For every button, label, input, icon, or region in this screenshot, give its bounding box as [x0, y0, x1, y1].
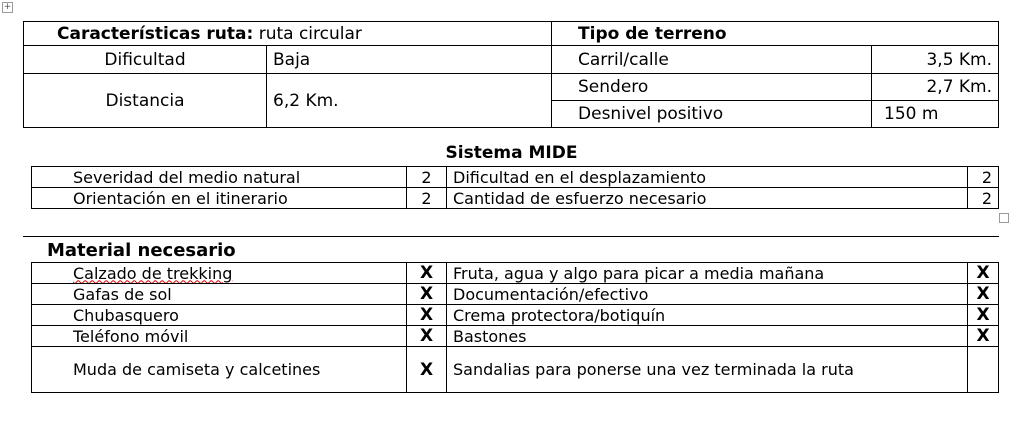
- mide-right-value: 2: [968, 167, 999, 188]
- mide-right-label: Cantidad de esfuerzo necesario: [447, 188, 968, 209]
- material-left-mark: X: [407, 305, 447, 326]
- material-right-mark: X: [968, 284, 999, 305]
- terrain-value-1: 2,7 Km.: [872, 74, 999, 101]
- difficulty-value: Baja: [267, 46, 552, 74]
- material-right-mark: X: [968, 305, 999, 326]
- terrain-label-1: Sendero: [552, 74, 872, 101]
- mide-left-label: Severidad del medio natural: [32, 167, 407, 188]
- material-table: [31, 262, 999, 393]
- material-title: Material necesario: [47, 240, 236, 261]
- difficulty-label: Dificultad: [24, 46, 267, 74]
- terrain-label-2: Desnivel positivo: [552, 101, 872, 128]
- material-right-label: Documentación/efectivo: [447, 284, 968, 305]
- divider-line: [23, 236, 999, 237]
- route-characteristics-table: [23, 21, 999, 128]
- material-right-label: Sandalias para ponerse una vez terminada la ruta: [447, 347, 968, 393]
- material-left-label: Teléfono móvil: [32, 326, 407, 347]
- route-title-rest: ruta circular: [253, 23, 362, 44]
- material-left-mark: X: [407, 284, 447, 305]
- mide-right-label: Dificultad en el desplazamiento: [447, 167, 968, 188]
- material-left-label: Gafas de sol: [32, 284, 407, 305]
- material-right-mark: X: [968, 326, 999, 347]
- terrain-title: Tipo de terreno: [552, 22, 999, 46]
- route-title-cell: [24, 22, 552, 46]
- route-title-bold: Características ruta:: [57, 23, 254, 44]
- material-left-label: Chubasquero: [32, 305, 407, 326]
- terrain-value-0: 3,5 Km.: [872, 46, 999, 74]
- mide-left-label: Orientación en el itinerario: [32, 188, 407, 209]
- mide-table: [31, 166, 999, 209]
- material-right-label: Fruta, agua y algo para picar a media mañana: [447, 263, 968, 284]
- material-right-label: Bastones: [447, 326, 968, 347]
- material-right-label: Crema protectora/botiquín: [447, 305, 968, 326]
- material-left-label-text: Calzado de trekking: [73, 263, 233, 283]
- material-row: [32, 305, 999, 326]
- material-right-mark: X: [968, 263, 999, 284]
- mide-row: [32, 167, 999, 188]
- material-left-label: Muda de camiseta y calcetines: [32, 347, 407, 393]
- mide-right-value: 2: [968, 188, 999, 209]
- material-row: [32, 347, 999, 393]
- material-row: [32, 263, 999, 284]
- table-move-handle-icon[interactable]: +: [3, 2, 12, 12]
- terrain-label-0: Carril/calle: [552, 46, 872, 74]
- material-right-mark: [968, 347, 999, 393]
- material-left-mark: X: [407, 347, 447, 393]
- mide-left-value: 2: [407, 167, 447, 188]
- distance-value: 6,2 Km.: [267, 74, 552, 128]
- material-left-label: [32, 263, 407, 284]
- terrain-value-2: 150 m: [872, 101, 999, 128]
- mide-row: [32, 188, 999, 209]
- mide-left-value: 2: [407, 188, 447, 209]
- material-left-mark: X: [407, 263, 447, 284]
- distance-label: Distancia: [24, 74, 267, 128]
- table-resize-handle-icon[interactable]: [999, 213, 1009, 223]
- material-left-mark: X: [407, 326, 447, 347]
- material-row: [32, 326, 999, 347]
- mide-title: Sistema MIDE: [445, 143, 578, 163]
- material-row: [32, 284, 999, 305]
